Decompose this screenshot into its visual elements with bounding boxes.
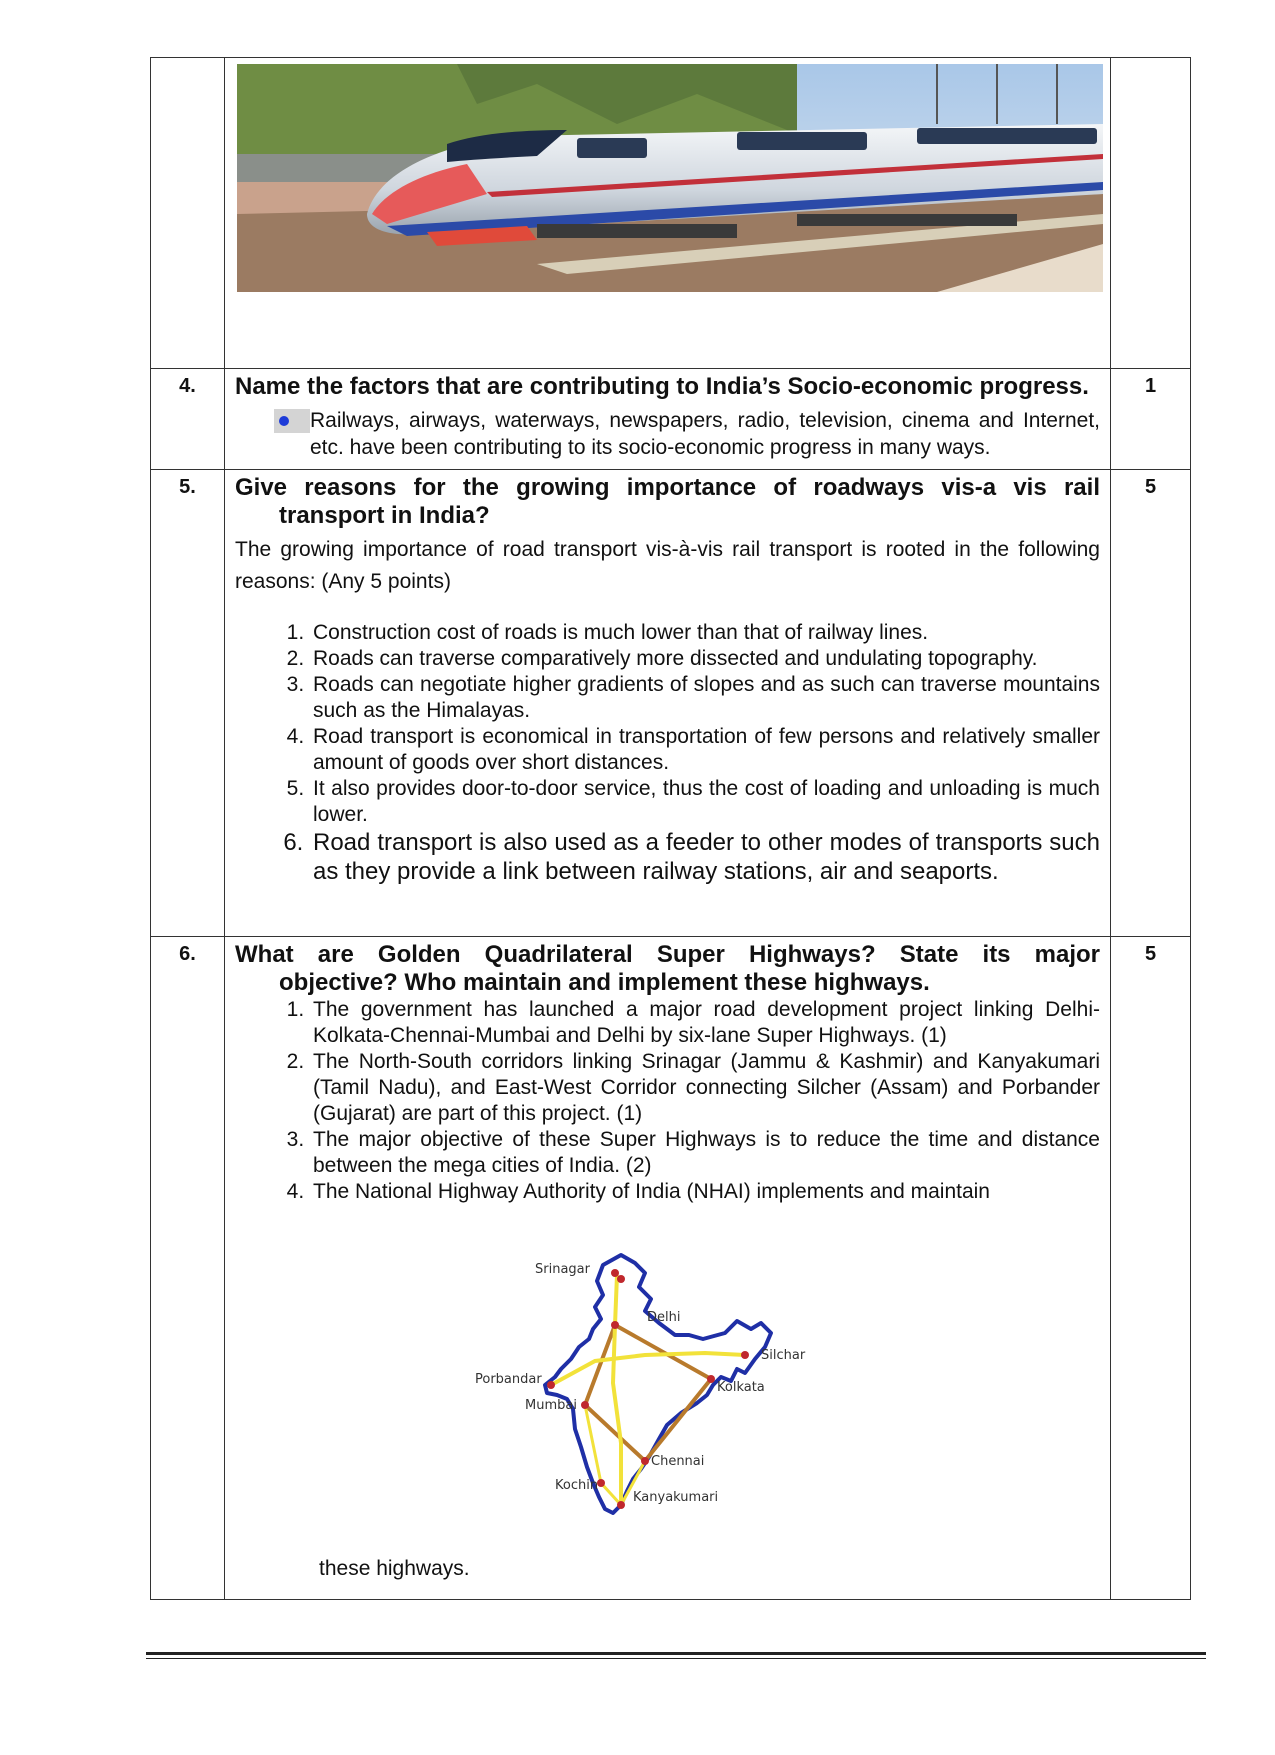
answer-point: 2. Roads can traverse comparatively more dissected and undulating topography.: [310, 646, 1100, 672]
answer-point: 4. The National Highway Authority of India (NHAI) implements and maintain: [310, 1179, 1100, 1205]
map-label-kanyakumari: Kanyakumari: [633, 1490, 719, 1505]
bullet-icon: [274, 409, 310, 433]
city-dot: [611, 1269, 619, 1277]
city-dot: [611, 1321, 619, 1329]
question-5-row: [151, 470, 1191, 937]
map-label-kochin: Kochin: [555, 1478, 599, 1493]
footer-rule-thin: [146, 1658, 1206, 1659]
answer-point: 3. Roads can negotiate higher gradients of slopes and as such can traverse mountains such as the Himalayas.: [310, 672, 1100, 724]
question-text: [235, 474, 1100, 530]
question-text: Name the factors that are contributing to India’s Socio-economic progress.: [235, 373, 1089, 400]
question-5-content: [225, 470, 1111, 937]
answer-point: 6. Road transport is also used as a feeder to other modes of transports such as they provide a link between railway stations, air and seaports.: [310, 828, 1100, 886]
question-4-row: [151, 369, 1191, 470]
map-label-srinagar: Srinagar: [535, 1262, 590, 1277]
question-6-content: [225, 937, 1111, 1600]
question-mark: 5: [1111, 470, 1191, 937]
city-dot: [617, 1501, 625, 1509]
golden-quadrilateral-route: [585, 1325, 711, 1461]
india-highway-map: [475, 1243, 835, 1553]
answer-point: 2. The North-South corridors linking Srinagar (Jammu & Kashmir) and Kanyakumari (Tamil Nadu), and East-West Corridor connecting Silcher (Assam) and Porbander (Gujarat) are part of this project. (1): [310, 1049, 1100, 1127]
city-dot: [741, 1351, 749, 1359]
answer-text: Railways, airways, waterways, newspapers, radio, television, cinema and Internet, etc. have been contributing to its socio-economic progress in many ways.: [310, 409, 1100, 459]
city-dot: [547, 1381, 555, 1389]
map-label-kolkata: Kolkata: [717, 1380, 765, 1395]
answer-intro: The growing importance of road transport vis-à-vis rail transport is rooted in the following reasons: (Any 5 points): [235, 538, 1100, 593]
photo-row: [151, 58, 1191, 369]
answer-bullet-item: [310, 407, 1100, 461]
question-6-row: [151, 937, 1191, 1600]
answer-point: 4. Road transport is economical in transportation of few persons and relatively smaller amount of goods over short distances.: [310, 724, 1100, 776]
question-line-1: Give reasons for the growing importance of roadways vis-a vis rail: [235, 474, 1100, 501]
question-line-1: What are Golden Quadrilateral Super Highways? State its major: [235, 941, 1100, 968]
row-mark: [1111, 58, 1191, 369]
answer-points: [235, 997, 1100, 1205]
footer-rule: [146, 1652, 1206, 1655]
city-dot: [707, 1375, 715, 1383]
question-text: [235, 941, 1100, 997]
city-dot: [581, 1401, 589, 1409]
answer-point: 5. It also provides door-to-door service, thus the cost of loading and unloading is much lower.: [310, 776, 1100, 828]
map-label-silchar: Silchar: [761, 1348, 806, 1363]
question-number: 4.: [151, 369, 225, 470]
map-label-mumbai: Mumbai: [525, 1398, 577, 1413]
map-label-chennai: Chennai: [651, 1454, 705, 1469]
high-speed-train-photo: [237, 64, 1103, 292]
question-number: 5.: [151, 470, 225, 937]
question-4-content: [225, 369, 1111, 470]
city-dot: [597, 1479, 605, 1487]
answer-point: 3. The major objective of these Super Highways is to reduce the time and distance between the mega cities of India. (2): [310, 1127, 1100, 1179]
map-label-porbandar: Porbandar: [475, 1372, 542, 1387]
answer-list: [235, 407, 1100, 461]
answer-point: 1. Construction cost of roads is much lower than that of railway lines.: [310, 620, 1100, 646]
question-line-2: transport in India?: [279, 502, 490, 529]
city-dot: [617, 1275, 625, 1283]
question-mark: 5: [1111, 937, 1191, 1600]
train-photo-cell: [225, 58, 1111, 369]
answer-points: [235, 620, 1100, 886]
golden-quadrilateral-map: [475, 1243, 835, 1553]
question-line-2: objective? Who maintain and implement these highways.: [279, 969, 930, 996]
map-label-delhi: Delhi: [647, 1310, 681, 1325]
question-answer-table: [150, 57, 1191, 1600]
answer-tail-text: these highways.: [319, 1557, 470, 1580]
answer-point: 1. The government has launched a major road development project linking Delhi-Kolkata-Chennai-Mumbai and Delhi by six-lane Super Highways. (1): [310, 997, 1100, 1049]
question-number: 6.: [151, 937, 225, 1600]
row-number: [151, 58, 225, 369]
question-mark: 1: [1111, 369, 1191, 470]
city-dot: [641, 1457, 649, 1465]
north-south-corridor: [613, 1275, 621, 1505]
